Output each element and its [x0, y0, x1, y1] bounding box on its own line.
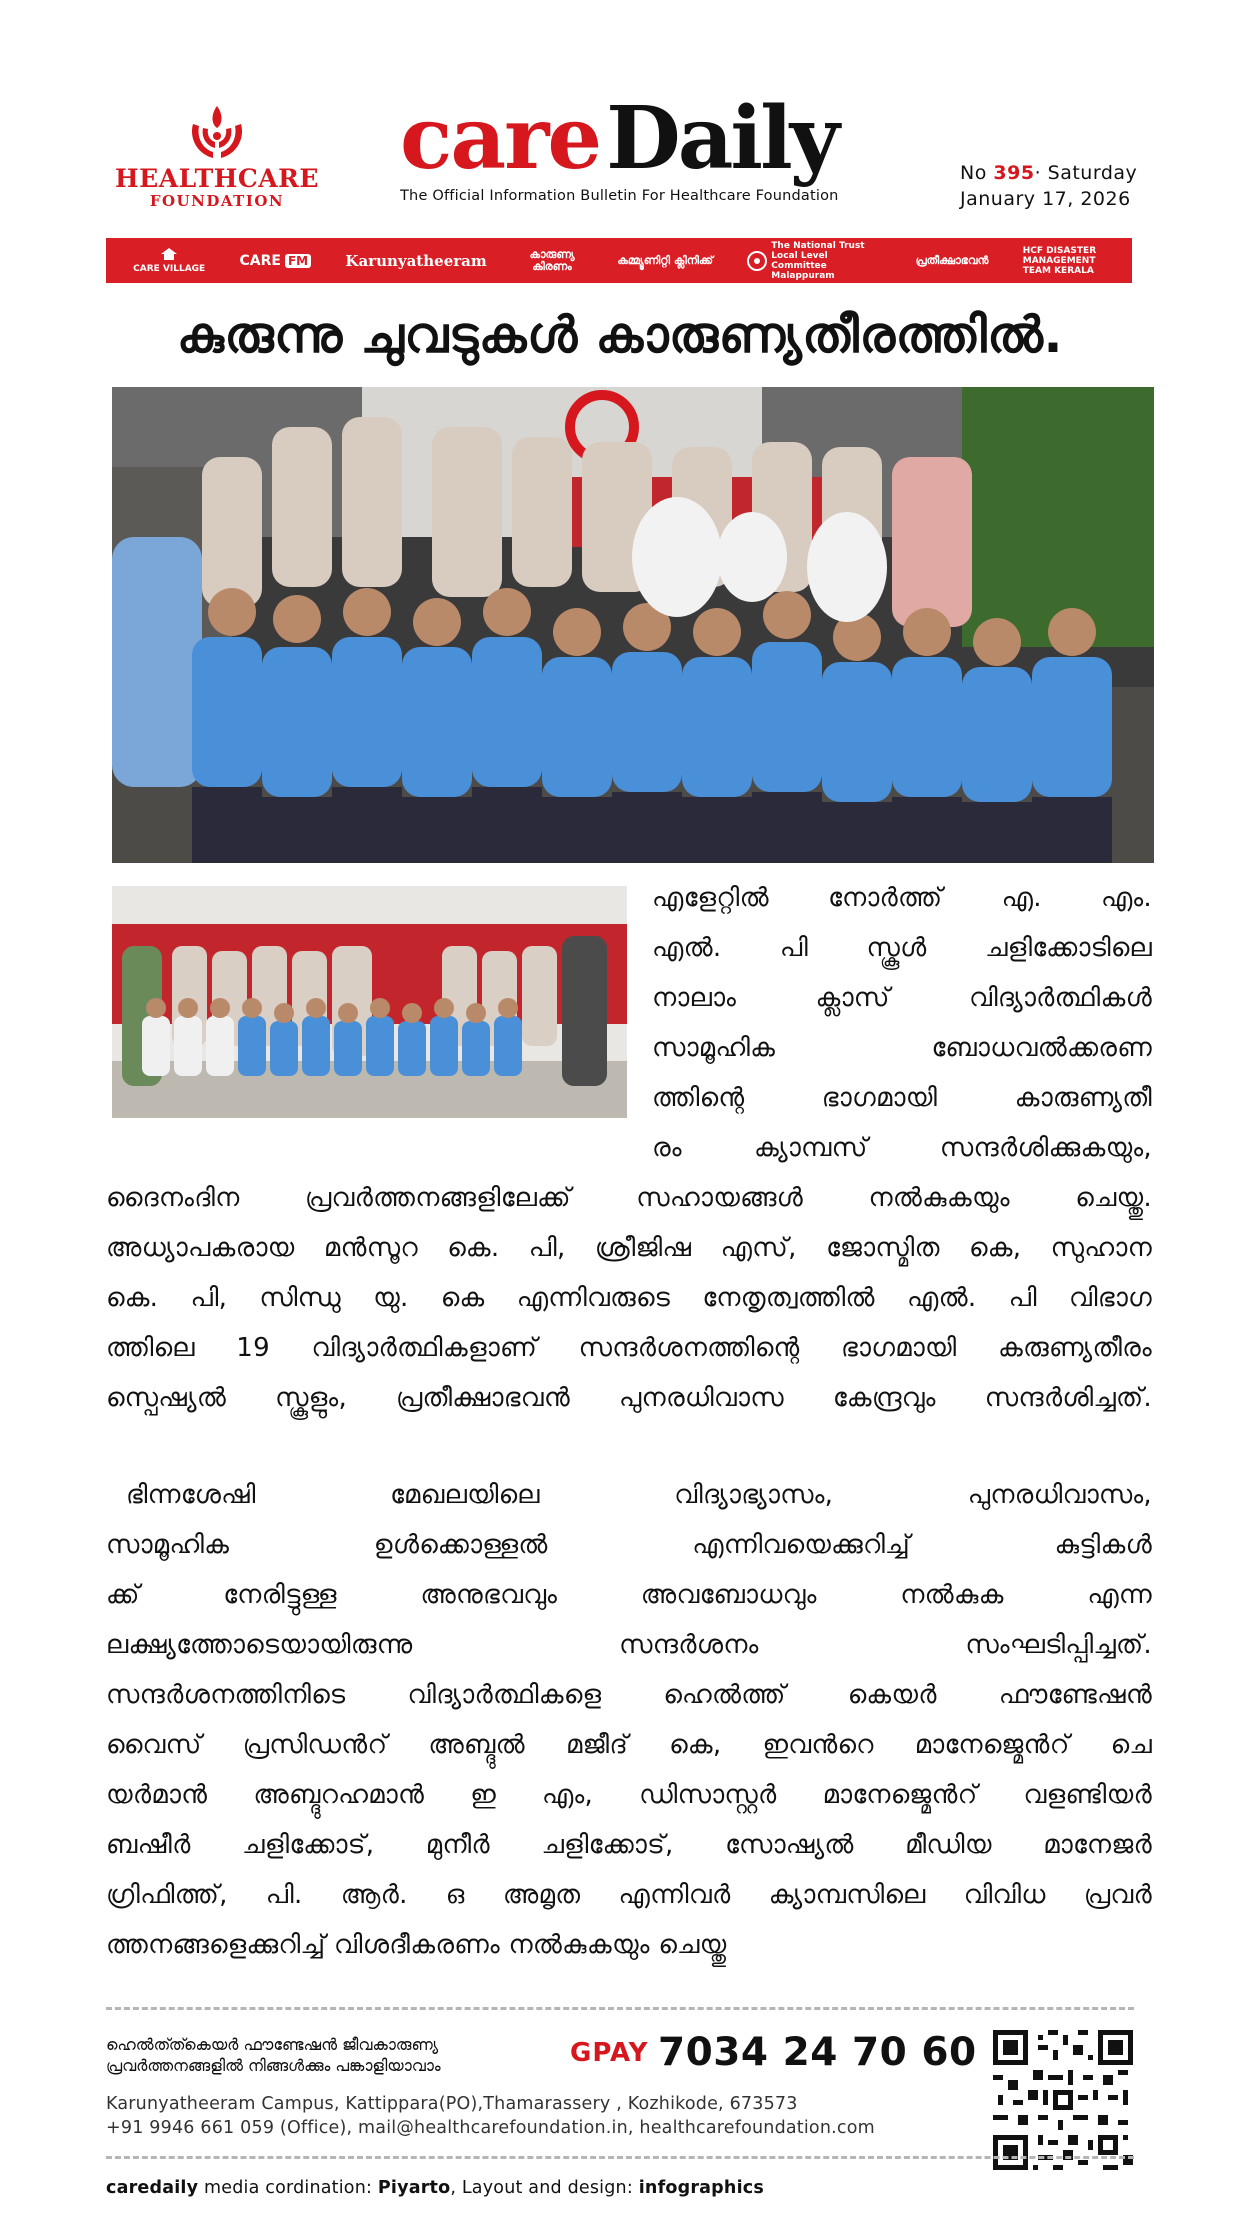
- partner-pratheekshabhavan: പ്രതീക്ഷാഭവൻ: [915, 253, 989, 267]
- article-p1-line-8: അധ്യാപകരായ മൻസൂറ കെ. പി, ശ്രീജിഷ എസ്, ജോസ്മിത കെ, സുഹാന: [106, 1233, 1152, 1263]
- article-p2-line-4: ലക്ഷ്യത്തോടെയായിരുന്നു സന്ദർശനം സംഘടിപ്പിച്ചത്.: [106, 1630, 1152, 1660]
- national-trust-logo-icon: [747, 251, 767, 271]
- donation-line-2: പ്രവർത്തനങ്ങളിൽ നിങ്ങൾക്കും പങ്കാളിയാവാം: [106, 2056, 441, 2075]
- partner-karunya-kiranam: കാരുണ്യ കിരണം: [529, 247, 575, 273]
- group-photo-main: [112, 387, 1154, 863]
- article-p1-line-10: ത്തിലെ 19 വിദ്യാർത്ഥികളാണ് സന്ദർശനത്തിന്റെ ഭാഗമായി കരുണ്യതീരം: [106, 1333, 1152, 1363]
- article-p1-line-9: കെ. പി, സിന്ധു യു. കെ എന്നിവരുടെ നേതൃത്വത്തിൽ എൽ. പി വിഭാഗ: [106, 1283, 1152, 1313]
- healthcare-foundation-logo: [104, 104, 330, 214]
- footer-credits: [106, 2178, 764, 2198]
- footer-address: Karunyatheeram Campus, Kattippara(PO),Thamarassery , Kozhikode, 673573: [106, 2094, 798, 2114]
- foundation-name: HEALTHCARE: [115, 164, 319, 193]
- headline: കുരുന്നു ചുവടുകൾ കാരുണ്യതീരത്തിൽ.: [177, 306, 1063, 364]
- partner-care-fm: [240, 253, 312, 269]
- article-p2-line-9: ഗ്രിഫിത്ത്, പി. ആർ. ഒ അമൃത എന്നിവർ ക്യാമ്പസിലെ വിവിധ പ്രവർ: [106, 1880, 1152, 1910]
- footer-contact: +91 9946 661 059 (Office), mail@healthcarefoundation.in, healthcarefoundation.com: [106, 2118, 875, 2138]
- credits-layout: infographics: [638, 2178, 764, 2198]
- donation-line-1: ഹെൽത്ത്കെയർ ഫൗണ്ടേഷൻ ജീവകാരുണ്യ: [106, 2035, 439, 2054]
- masthead-daily: Daily: [606, 88, 837, 189]
- issue-prefix: No: [960, 162, 994, 184]
- issue-date: January 17, 2026: [960, 188, 1131, 210]
- partner-national-trust: [747, 241, 881, 281]
- credits-media-label: media cordination:: [198, 2178, 378, 2198]
- article-p2-line-8: ബഷീർ ചളിക്കോട്, മുനീർ ചളിക്കോട്, സോഷ്യൽ മീഡിയ മാനേജർ: [106, 1830, 1152, 1860]
- healthcare-foundation-logo-icon: [185, 104, 249, 162]
- article-p2-line-6: വൈസ് പ്രസിഡൻറ് അബ്ദുൽ മജീദ് കെ, ഇവൻറെ മാനേജ്മെൻറ് ചെ: [106, 1730, 1152, 1760]
- partner-karunyatheeram: Karunyatheeram: [345, 251, 487, 270]
- footer-divider-bottom: [106, 2156, 1134, 2159]
- article-p1-line-3: നാലാം ക്ലാസ് വിദ്യാർത്ഥികൾ: [652, 983, 1152, 1013]
- credits-layout-label: , Layout and design:: [450, 2178, 639, 2198]
- group-photo-small: [112, 886, 627, 1118]
- issue-number-line: [960, 160, 1137, 186]
- article-p2-line-1: ഭിന്നശേഷി മേഖലയിലെ വിദ്യാഭ്യാസം, പുനരധിവാസം,: [126, 1480, 1152, 1510]
- qr-code: [993, 2030, 1133, 2170]
- issue-number: 395: [993, 162, 1035, 184]
- partner-strip: [106, 238, 1132, 283]
- partner-national-trust-label: The National Trust Local Level Committee Malappuram: [771, 240, 865, 281]
- gpay-label: GPAY: [570, 2038, 649, 2068]
- article-p1-line-2: എൽ. പി സ്കൂൾ ചളിക്കോടിലെ: [652, 933, 1152, 963]
- masthead-title: [400, 88, 940, 189]
- article-p2-line-3: ക്ക് നേരിട്ടുള്ള അനുഭവവും അവബോധവും നൽകുക എന്ന: [106, 1580, 1152, 1610]
- credits-media: Piyarto: [377, 2178, 451, 2198]
- partner-care-fm-badge: FM: [285, 254, 311, 268]
- care-village-logo-icon: [161, 248, 177, 260]
- partner-community-clinic: കമ്മ്യൂണിറ്റി ക്ലിനിക്ക്: [617, 253, 713, 267]
- article-p2-line-10: ത്തനങ്ങളെക്കുറിച്ച് വിശദീകരണം നൽകുകയും ചെയ്തു: [106, 1930, 727, 1960]
- partner-care-village-label: CARE VILLAGE: [133, 263, 206, 274]
- issue-day: · Saturday: [1034, 162, 1138, 184]
- qr-code-icon: [993, 2030, 1133, 2170]
- credits-brand: caredaily: [106, 2178, 199, 2198]
- issue-info: [960, 160, 1137, 212]
- footer-divider-top: [106, 2007, 1134, 2010]
- article-p2-line-2: സാമൂഹിക ഉൾക്കൊള്ളൽ എന്നിവയെക്കുറിച്ച് കുട്ടികൾ: [106, 1530, 1152, 1560]
- article-p1-line-4: സാമൂഹിക ബോധവൽക്കരണ: [652, 1033, 1152, 1063]
- article-p1-line-7: ദൈനംദിന പ്രവർത്തനങ്ങളിലേക്ക് സഹായങ്ങൾ നൽകുകയും ചെയ്തു.: [106, 1183, 1152, 1213]
- foundation-sub: FOUNDATION: [149, 192, 285, 210]
- article-p1-line-6: രം ക്യാമ്പസ് സന്ദർശിക്കുകയും,: [652, 1133, 1152, 1163]
- partner-disaster-team: HCF DISASTER MANAGEMENT TEAM KERALA: [1022, 245, 1097, 276]
- article-p1-line-11: സ്പെഷ്യൽ സ്കൂളും, പ്രതീക്ഷാഭവൻ പുനരധിവാസ കേന്ദ്രവും സന്ദർശിച്ചത്.: [106, 1383, 1152, 1413]
- article-p2-line-7: യർമാൻ അബ്ദുറഹമാൻ ഇ എം, ഡിസാസ്റ്റർ മാനേജ്മെൻറ് വളണ്ടിയർ: [106, 1780, 1152, 1810]
- article-p2-line-5: സന്ദർശനത്തിനിടെ വിദ്യാർത്ഥികളെ ഹെൽത്ത് കെയർ ഫൗണ്ടേഷൻ: [106, 1680, 1152, 1710]
- masthead: [400, 88, 940, 216]
- masthead-care: care: [400, 88, 601, 189]
- article-p1-line-1: എളേറ്റിൽ നോർത്ത് എ. എം.: [652, 883, 1152, 913]
- masthead-tagline: The Official Information Bulletin For Healthcare Foundation: [400, 188, 839, 204]
- gpay-number: 7034 24 70 60: [658, 2030, 977, 2075]
- partner-care-village: [133, 248, 205, 274]
- partner-care-fm-label: CARE: [239, 252, 281, 269]
- article-p1-line-5: ത്തിന്റെ ഭാഗമായി കാരുണ്യതീ: [652, 1083, 1152, 1113]
